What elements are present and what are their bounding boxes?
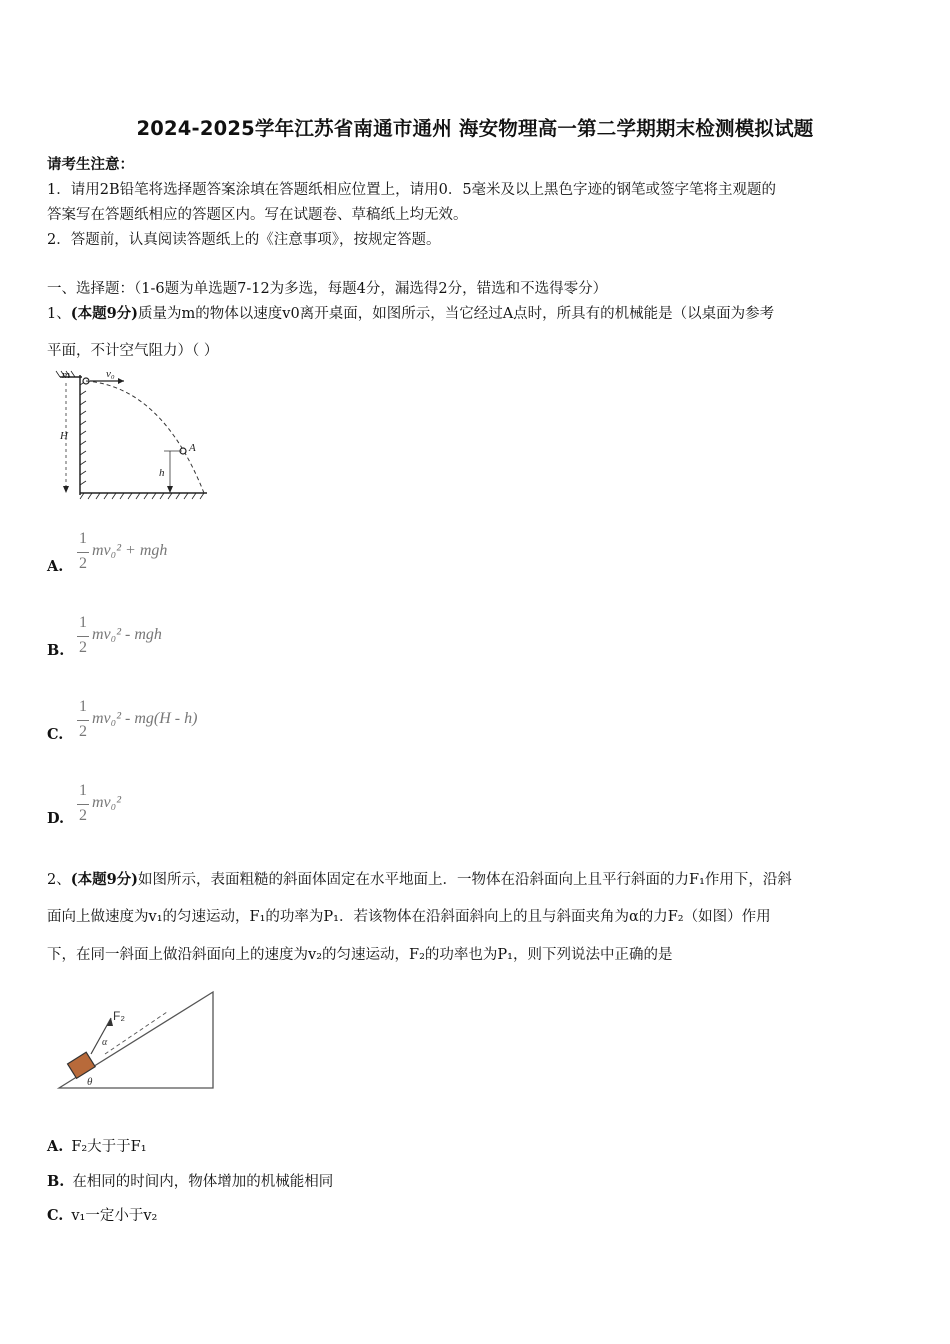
q1-text: 质量为m的物体以速度v0离开桌面，如图所示，当它经过A点时，所具有的机械能是（以桌面为参考 (138, 306, 775, 322)
section-heading: 一、选择题：（1-6题为单选题7-12为多选，每题4分，漏选得2分，错选和不选得零分） (47, 281, 608, 297)
fraction-numerator: 1 (79, 614, 87, 631)
figure-label-v0: v₀ (106, 368, 115, 380)
figure-label-H: H (60, 430, 68, 442)
option-label: B. (47, 1173, 65, 1190)
fraction-numerator: 1 (79, 782, 87, 799)
figure-label-A: A (189, 442, 196, 454)
q2-option-c (47, 1204, 157, 1225)
q2-incline-figure (55, 988, 220, 1096)
fraction-numerator: 1 (79, 698, 87, 715)
option-expression: mv₀² - mgh (92, 626, 162, 643)
notice-item-1-line-1: 1．请用2B铅笔将选择题答案涂填在答题纸相应位置上，请用0．5毫米及以上黑色字迹的钢笔或签字笔将主观题的 (47, 182, 777, 198)
option-formula (77, 614, 277, 664)
option-label: A. (47, 1138, 64, 1155)
option-expression: mv₀² - mg(H - h) (92, 710, 198, 727)
q2-option-a (47, 1135, 147, 1156)
q1-text-line-1 (47, 302, 774, 323)
q2-option-b (47, 1170, 333, 1191)
q2-score: (本题9分) (70, 871, 139, 888)
figure-label-alpha: α (102, 1037, 108, 1048)
option-label: C. (47, 1207, 64, 1224)
fraction-bar (77, 636, 89, 637)
notice-item-1-line-2: 答案写在答题纸相应的答题区内。写在试题卷、草稿纸上均无效。 (47, 207, 468, 223)
option-text: F₂大于于F₁ (71, 1139, 147, 1155)
option-text: v₁一定小于v₂ (71, 1208, 158, 1224)
q1-score: (本题9分) (70, 305, 139, 322)
option-label: C. (47, 726, 64, 743)
option-expression: mv₀² + mgh (92, 542, 168, 559)
fraction-denominator: 2 (79, 555, 87, 572)
option-text: 在相同的时间内，物体增加的机械能相同 (72, 1174, 334, 1190)
fraction-denominator: 2 (79, 723, 87, 740)
option-label: B. (47, 642, 65, 659)
fraction-denominator: 2 (79, 639, 87, 656)
fraction-bar (77, 804, 89, 805)
figure-label-F2: F₂ (113, 1009, 125, 1023)
figure-label-theta: θ (87, 1076, 93, 1088)
q2-text-line-2: 面向上做速度为v₁的匀速运动，F₁的功率为P₁．若该物体在沿斜面斜向上的且与斜面夹角为α的力F₂（如图）作用 (47, 909, 771, 925)
fraction-bar (77, 720, 89, 721)
q2-text: 如图所示，表面粗糙的斜面体固定在水平地面上．一物体在沿斜面向上且平行斜面的力F₁作用下，沿斜 (138, 872, 792, 888)
option-label: D. (47, 810, 65, 827)
option-expression: mv₀² (92, 794, 122, 811)
notice-heading: 请考生注意： (47, 156, 134, 173)
figure-label-h: h (159, 467, 165, 479)
fraction-denominator: 2 (79, 807, 87, 824)
q1-text-line-2: 平面，不计空气阻力）（ ） (47, 343, 219, 359)
page-title: 2024-2025学年江苏省南通市通州 海安物理高一第二学期期末检测模拟试题 (136, 117, 814, 140)
q1-number: 1、 (47, 306, 71, 322)
q2-text-line-3: 下，在同一斜面上做沿斜面向上的速度为v₂的匀速运动，F₂的功率也为P₁，则下列说法中正确的是 (47, 947, 673, 963)
option-formula (77, 698, 297, 748)
q2-text-line-1 (47, 868, 792, 889)
figure-label-m: m (62, 369, 70, 381)
option-formula (77, 782, 277, 832)
option-label: A. (47, 558, 64, 575)
fraction-numerator: 1 (79, 530, 87, 547)
notice-item-2: 2．答题前，认真阅读答题纸上的《注意事项》，按规定答题。 (47, 232, 441, 248)
option-formula (77, 530, 277, 580)
q1-projectile-figure (52, 365, 212, 505)
q2-number: 2、 (47, 872, 71, 888)
fraction-bar (77, 552, 89, 553)
